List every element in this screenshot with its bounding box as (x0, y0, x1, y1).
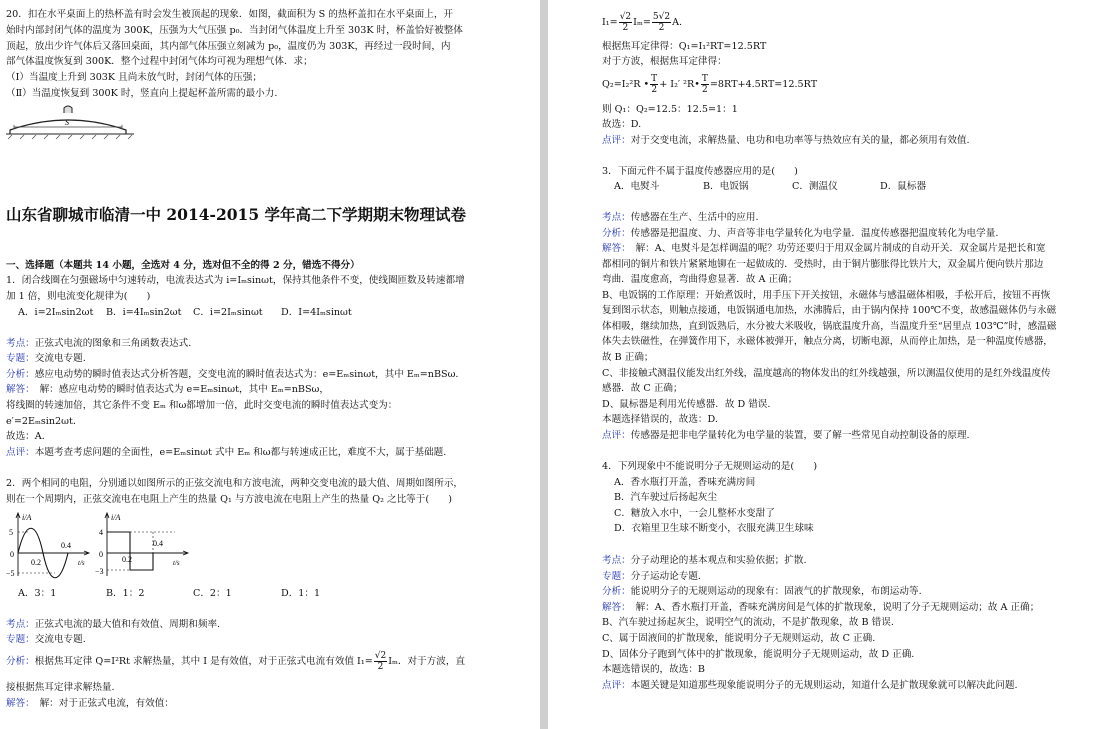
q1-option-c: C．i=2Iₘsinωt (193, 307, 263, 318)
g2-ymin: −3 (95, 567, 104, 576)
q1-zhuanti: 专题：交流电专题. (6, 353, 86, 364)
q2-kaodian: 考点：正弦式电流的最大值和有效值、周期和频率. (6, 619, 221, 630)
r-effective-value: I₁= $\frac{√2}{2}$ Iₘ= $\frac{5√2}{2}$ A. (602, 12, 683, 33)
left-page (0, 0, 540, 729)
q3-solution-6: 体失去铁磁性，在弹簧作用下，永磁体被弹开，触点分离，切断电源，从而停止加热，是一种温度传感器， (602, 336, 1053, 347)
g1-ymin: −5 (6, 569, 15, 578)
q3-solution-4: 复到图示状态，则触点接通，电饭锅通电加热，水沸腾后，由于锅内保持 100℃不变，故感温磁体仍与永磁 (602, 305, 1057, 316)
q1-option-b: B．i=4Iₘsin2ωt (106, 307, 182, 318)
q3-option-d: D．鼠标器 (880, 181, 927, 192)
q3-jieda: 解答： 解：A、电熨斗是怎样调温的呢？功劳还要归于用双金属片制成的自动开关．双金属片是把长和宽 (602, 243, 1046, 254)
q4-zhuanti: 专题：分子运动论专题. (602, 571, 701, 582)
q4-kaodian: 考点：分子动理论的基本观点和实验依据；扩散. (602, 555, 807, 566)
g2-xlabel: t/s (173, 559, 180, 567)
r-joule-q2: Q₂=I₂²R • $\frac{T}{2}$ + I₂′ ²R• $\frac{T}{2}$ =8RT+4.5RT=12.5RT (602, 74, 818, 95)
q4-option-a: A．香水瓶打开盖，香味充满房间 (614, 477, 756, 488)
q3-solution-11: 本题选择错误的，故选：D. (602, 414, 718, 425)
q20-part-2: （Ⅱ）当温度恢复到 300K 时，竖直向上提起杯盖所需的最小力. (6, 88, 278, 99)
r-frac-1: $\frac{√2}{2}$ (619, 12, 632, 33)
q2-option-a: A．3：1 (18, 588, 57, 599)
q4-solution-3: D、固体分子跑到气体中的扩散现象，能说明分子无规则运动，故 D 正确. (602, 649, 915, 660)
q4-option-b: B．汽车驶过后扬起灰尘 (614, 492, 717, 503)
q1-solution-2: e′=2Eₘsin2ωt． (6, 416, 83, 427)
g1-ylabel: i/A (22, 513, 32, 522)
sine-current-graph (6, 510, 96, 580)
q3-solution-3: B、电饭锅的工作原理：开始煮饭时，用手压下开关按钮，永磁体与感温磁体相吸，手松开后，按钮不再恢 (602, 290, 1051, 301)
q3-option-a: A．电熨斗 (614, 181, 660, 192)
q1-kaodian: 考点：正弦式电流的图象和三角函数表达式. (6, 338, 192, 349)
q1-fenxi: 分析：感应电动势的瞬时值表达式分析答题，交变电流的瞬时值表达式为：e=Eₘsinωt，其中 Eₘ=nBSω. (6, 369, 459, 380)
q4-option-c: C．糖放入水中，一会儿整杯水变甜了 (614, 508, 775, 519)
g1-tick-2: 0.4 (61, 541, 71, 550)
q20-line-4: 部气体温度恢复到 300K．整个过程中封闭气体均可视为理想气体．求； (6, 56, 313, 67)
section-heading: 一、选择题（本题共 14 小题，全选对 4 分，选对但不全的得 2 分，错选不得分） (6, 260, 360, 271)
q2-line-1: 2．两个相同的电阻，分别通以如图所示的正弦交流电和方波电流，两种交变电流的最大值、周期如图所示， (6, 478, 464, 489)
q3-solution-7: 故 B 正确； (602, 352, 654, 363)
q1-line-2: 加 1 倍，则电流变化规律为( ) (6, 291, 151, 302)
q20-line-2: 始时内部封闭气体的温度为 300K，压强为大气压强 p₀．当封闭气体温度上升至 303K 时，杯盖恰好被整体 (6, 25, 463, 36)
r-joule-q1: 根据焦耳定律得：Q₁=I₁²RT=12.5RT (602, 41, 767, 52)
q4-solution-4: 本题选错误的，故选：B (602, 664, 705, 675)
q3-solution-9: 感器．故 C 正确； (602, 383, 683, 394)
r-answer: 故选：D. (602, 119, 642, 130)
q2-zhuanti: 专题：交流电专题. (6, 634, 86, 645)
cup-lid-figure (6, 104, 136, 142)
paper-title: 山东省聊城市临清一中 2014-2015 学年高二下学期期末物理试卷 (6, 205, 467, 224)
q2-jieda: 解答： 解：对于正弦式电流，有效值： (6, 698, 174, 709)
q3-solution-1: 都相同的铜片和铁片紧紧地铆在一起做成的．受热时，由于铜片膨胀得比铁片大，双金属片便向铁片那边 (602, 259, 1044, 270)
q3-solution-2: 弯曲．温度愈高，弯曲得愈显著．故 A 正确； (602, 274, 798, 285)
q2-option-c: C．2：1 (193, 588, 232, 599)
q1-solution-1: 将线圈的转速加倍，其它条件不变 Eₘ 和ω都增加一倍，此时交变电流的瞬时值表达式变为： (6, 400, 398, 411)
g2-origin: 0 (99, 550, 103, 559)
q2-fenxi: 分析：根据焦耳定律 Q=I²Rt 求解热量，其中 I 是有效值，对于正弦式电流有效值 I₁= $\frac{√2}{2}$ Iₘ．对于方波，直 (6, 651, 466, 672)
q4-solution-1: B、汽车驶过扬起灰尘，说明空气的流动，不是扩散现象，故 B 错误. (602, 617, 894, 628)
q3-question: 3．下面元件不属于温度传感器应用的是( ) (602, 166, 798, 177)
q3-fenxi: 分析：传感器是把温度、力、声音等非电学量转化为电学量．温度传感器把温度转化为电学量. (602, 228, 999, 239)
q1-jieda: 解答： 解：感应电动势的瞬时值表达式为 e=Eₘsinωt，其中 Eₘ=nBSω， (6, 384, 329, 395)
q1-dianping: 点评：本题考查考虑问题的全面性，e=Eₘsinωt 式中 Eₘ 和ω都与转速成正比，难度不大，属于基础题. (6, 447, 447, 458)
page-gutter (540, 0, 548, 729)
g2-ylabel: i/A (111, 513, 121, 522)
q4-fenxi: 分析：能说明分子的无规则运动的现象有：固液气的扩散现象，布朗运动等. (602, 586, 922, 597)
g2-tick-2: 0.4 (153, 539, 163, 548)
q1-line-1: 1．闭合线圈在匀强磁场中匀速转动，电流表达式为 i=Iₘsinωt，保持其他条件不变，使线圈匝数及转速都增 (6, 275, 465, 286)
r-square-wave: 对于方波，根据焦耳定律得： (602, 56, 727, 67)
q1-answer: 故选：A． (6, 431, 52, 442)
r-dianping: 点评：对于交变电流，求解热量、电功和电功率等与热效应有关的量，都必须用有效值. (602, 135, 970, 146)
q4-jieda: 解答： 解：A、香水瓶打开盖，香味充满房间是气体的扩散现象，说明了分子无规则运动；故 A 正确； (602, 602, 1040, 613)
q4-dianping: 点评：本题关键是知道那些现象能说明分子的无规则运动，知道什么是扩散现象就可以解决此问题. (602, 680, 1018, 691)
q1-option-d: D．I=4Iₘsinωt (281, 307, 352, 318)
right-page (548, 0, 1108, 729)
q2-line-2: 则在一个周期内，正弦交流电在电阻上产生的热量 Q₁ 与方波电流在电阻上产生的热量 Q₂ 之比等于( ) (6, 494, 453, 505)
q3-option-b: B．电饭锅 (703, 181, 749, 192)
q3-dianping: 点评：传感器是把非电学量转化为电学量的装置，要了解一些常见自动控制设备的原理. (602, 430, 970, 441)
g1-ymax: 5 (9, 528, 13, 537)
q3-option-c: C．测温仪 (792, 181, 838, 192)
q2-fraction: $\frac{√2}{2}$ (374, 651, 387, 672)
q4-option-d: D．衣箱里卫生球不断变小，衣服充满卫生球味 (614, 523, 814, 534)
fig-label-s: S (65, 118, 69, 127)
q20-line-3: 顶起，放出少许气体后又落回桌面，其内部气体压强立刻减为 p₀，温度仍为 303K，再经过一段时间，内 (6, 41, 451, 52)
q3-solution-5: 体相吸，继续加热，直到饭熟后，水分被大米吸收，锅底温度升高，当温度升至“居里点 103℃”时，感温磁 (602, 321, 1057, 332)
q2-option-d: D．1：1 (281, 588, 321, 599)
q3-solution-10: D、鼠标器是利用光传感器．故 D 错误. (602, 399, 771, 410)
g2-tick-1: 0.2 (122, 555, 132, 564)
q20-part-1: （Ⅰ）当温度上升到 303K 且尚未放气时，封闭气体的压强； (6, 72, 263, 83)
g2-ymax: 4 (99, 528, 103, 537)
r-frac-2: $\frac{5√2}{2}$ (652, 12, 671, 33)
r-ratio: 则 Q₁：Q₂=12.5：12.5=1：1 (602, 104, 738, 115)
q3-kaodian: 考点：传感器在生产、生活中的应用. (602, 212, 759, 223)
square-current-graph (95, 510, 195, 580)
q2-analysis-2: 接根据焦耳定律求解热量. (6, 682, 115, 693)
q3-solution-8: C、非接触式测温仪能发出红外线，温度越高的物体发出的红外线越强，所以测温仪使用的是红外线温度传 (602, 368, 1051, 379)
q20-line-1: 20．扣在水平桌面上的热杯盖有时会发生被顶起的现象．如图，截面积为 S 的热杯盖扣在水平桌面上，开 (6, 9, 454, 20)
q2-option-b: B．1：2 (106, 588, 145, 599)
r-frac-3: $\frac{T}{2}$ (651, 74, 658, 95)
g1-origin: 0 (10, 550, 14, 559)
g1-xlabel: t/s (78, 559, 85, 567)
r-frac-4: $\frac{T}{2}$ (701, 74, 708, 95)
q1-option-a: A．i=2Iₘsin2ωt (18, 307, 94, 318)
q4-question: 4．下列现象中不能说明分子无规则运动的是( ) (602, 461, 818, 472)
q4-solution-2: C、属于固液间的扩散现象，能说明分子无规则运动，故 C 正确. (602, 633, 876, 644)
g1-tick-1: 0.2 (31, 558, 41, 567)
